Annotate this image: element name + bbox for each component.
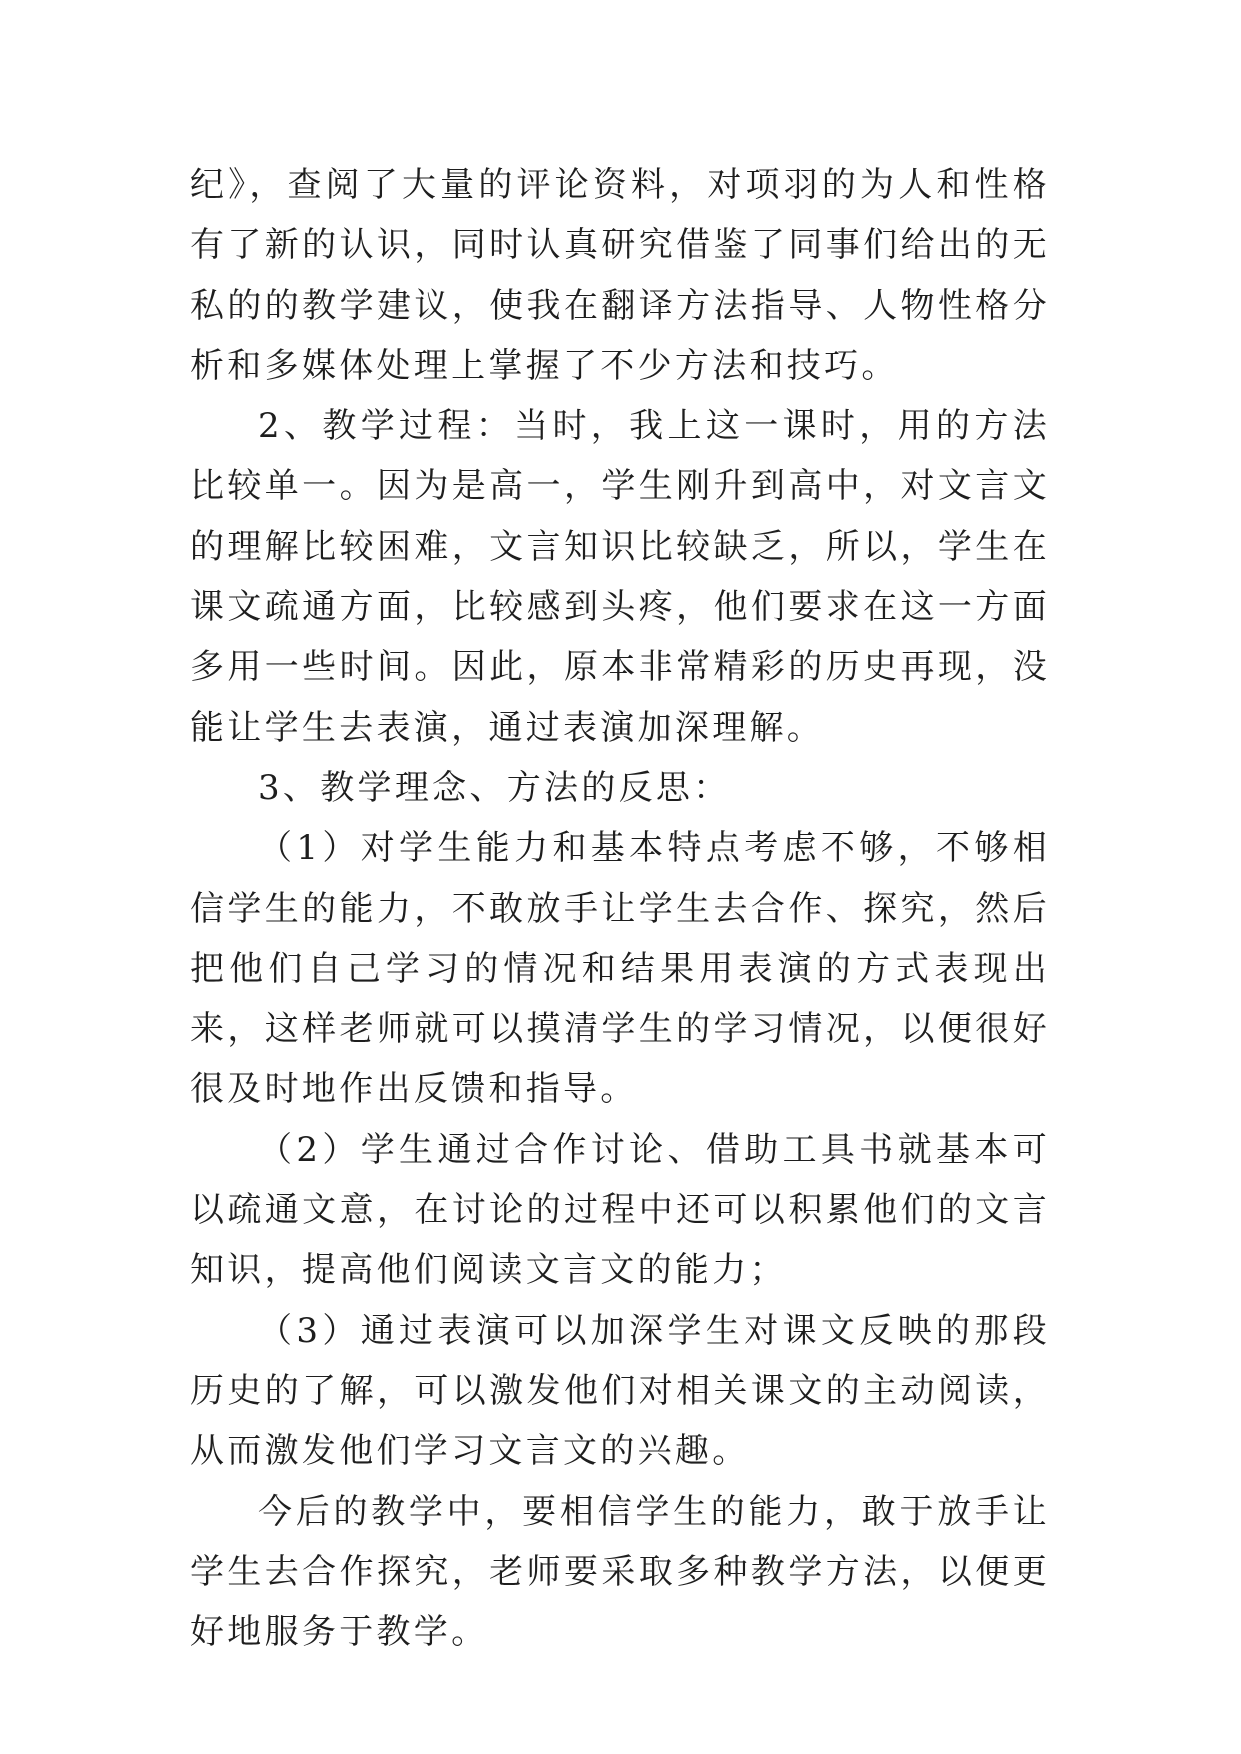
- paragraph-continuation: 纪》，查阅了大量的评论资料，对项羽的为人和性格有了新的认识，同时认真研究借鉴了同事们给出的无私的的教学建议，使我在翻译方法指导、人物性格分析和多媒体处理上掌握了不少方法和技巧。: [190, 165, 1050, 386]
- paragraph-reflection-point-2: （2）学生通过合作讨论、借助工具书就基本可以疏通文意，在讨论的过程中还可以积累他们的文言知识，提高他们阅读文言文的能力；: [190, 1129, 1050, 1291]
- paragraph-conclusion: 今后的教学中，要相信学生的能力，敢于放手让学生去合作探究，老师要采取多种教学方法，以便更好地服务于教学。: [190, 1491, 1050, 1653]
- paragraph-reflection-point-3: （3）通过表演可以加深学生对课文反映的那段历史的了解，可以激发他们对相关课文的主动阅读，从而激发他们学习文言文的兴趣。: [190, 1310, 1050, 1472]
- paragraph-teaching-process: 2、教学过程：当时，我上这一课时，用的方法比较单一。因为是高一，学生刚升到高中，对文言文的理解比较困难，文言知识比较缺乏，所以，学生在课文疏通方面，比较感到头疼，他们要求在这一方面多用一些时间。因此，原本非常精彩的历史再现，没能让学生去表演，通过表演加深理解。: [190, 406, 1050, 748]
- document-body: [190, 155, 1050, 1662]
- paragraph-reflection-point-1: （1）对学生能力和基本特点考虑不够，不够相信学生的能力，不敢放手让学生去合作、探究，然后把他们自己学习的情况和结果用表演的方式表现出来，这样老师就可以摸清学生的学习情况，以便很好很及时地作出反馈和指导。: [190, 828, 1050, 1110]
- paragraph-reflection-heading: 3、教学理念、方法的反思：: [258, 767, 731, 808]
